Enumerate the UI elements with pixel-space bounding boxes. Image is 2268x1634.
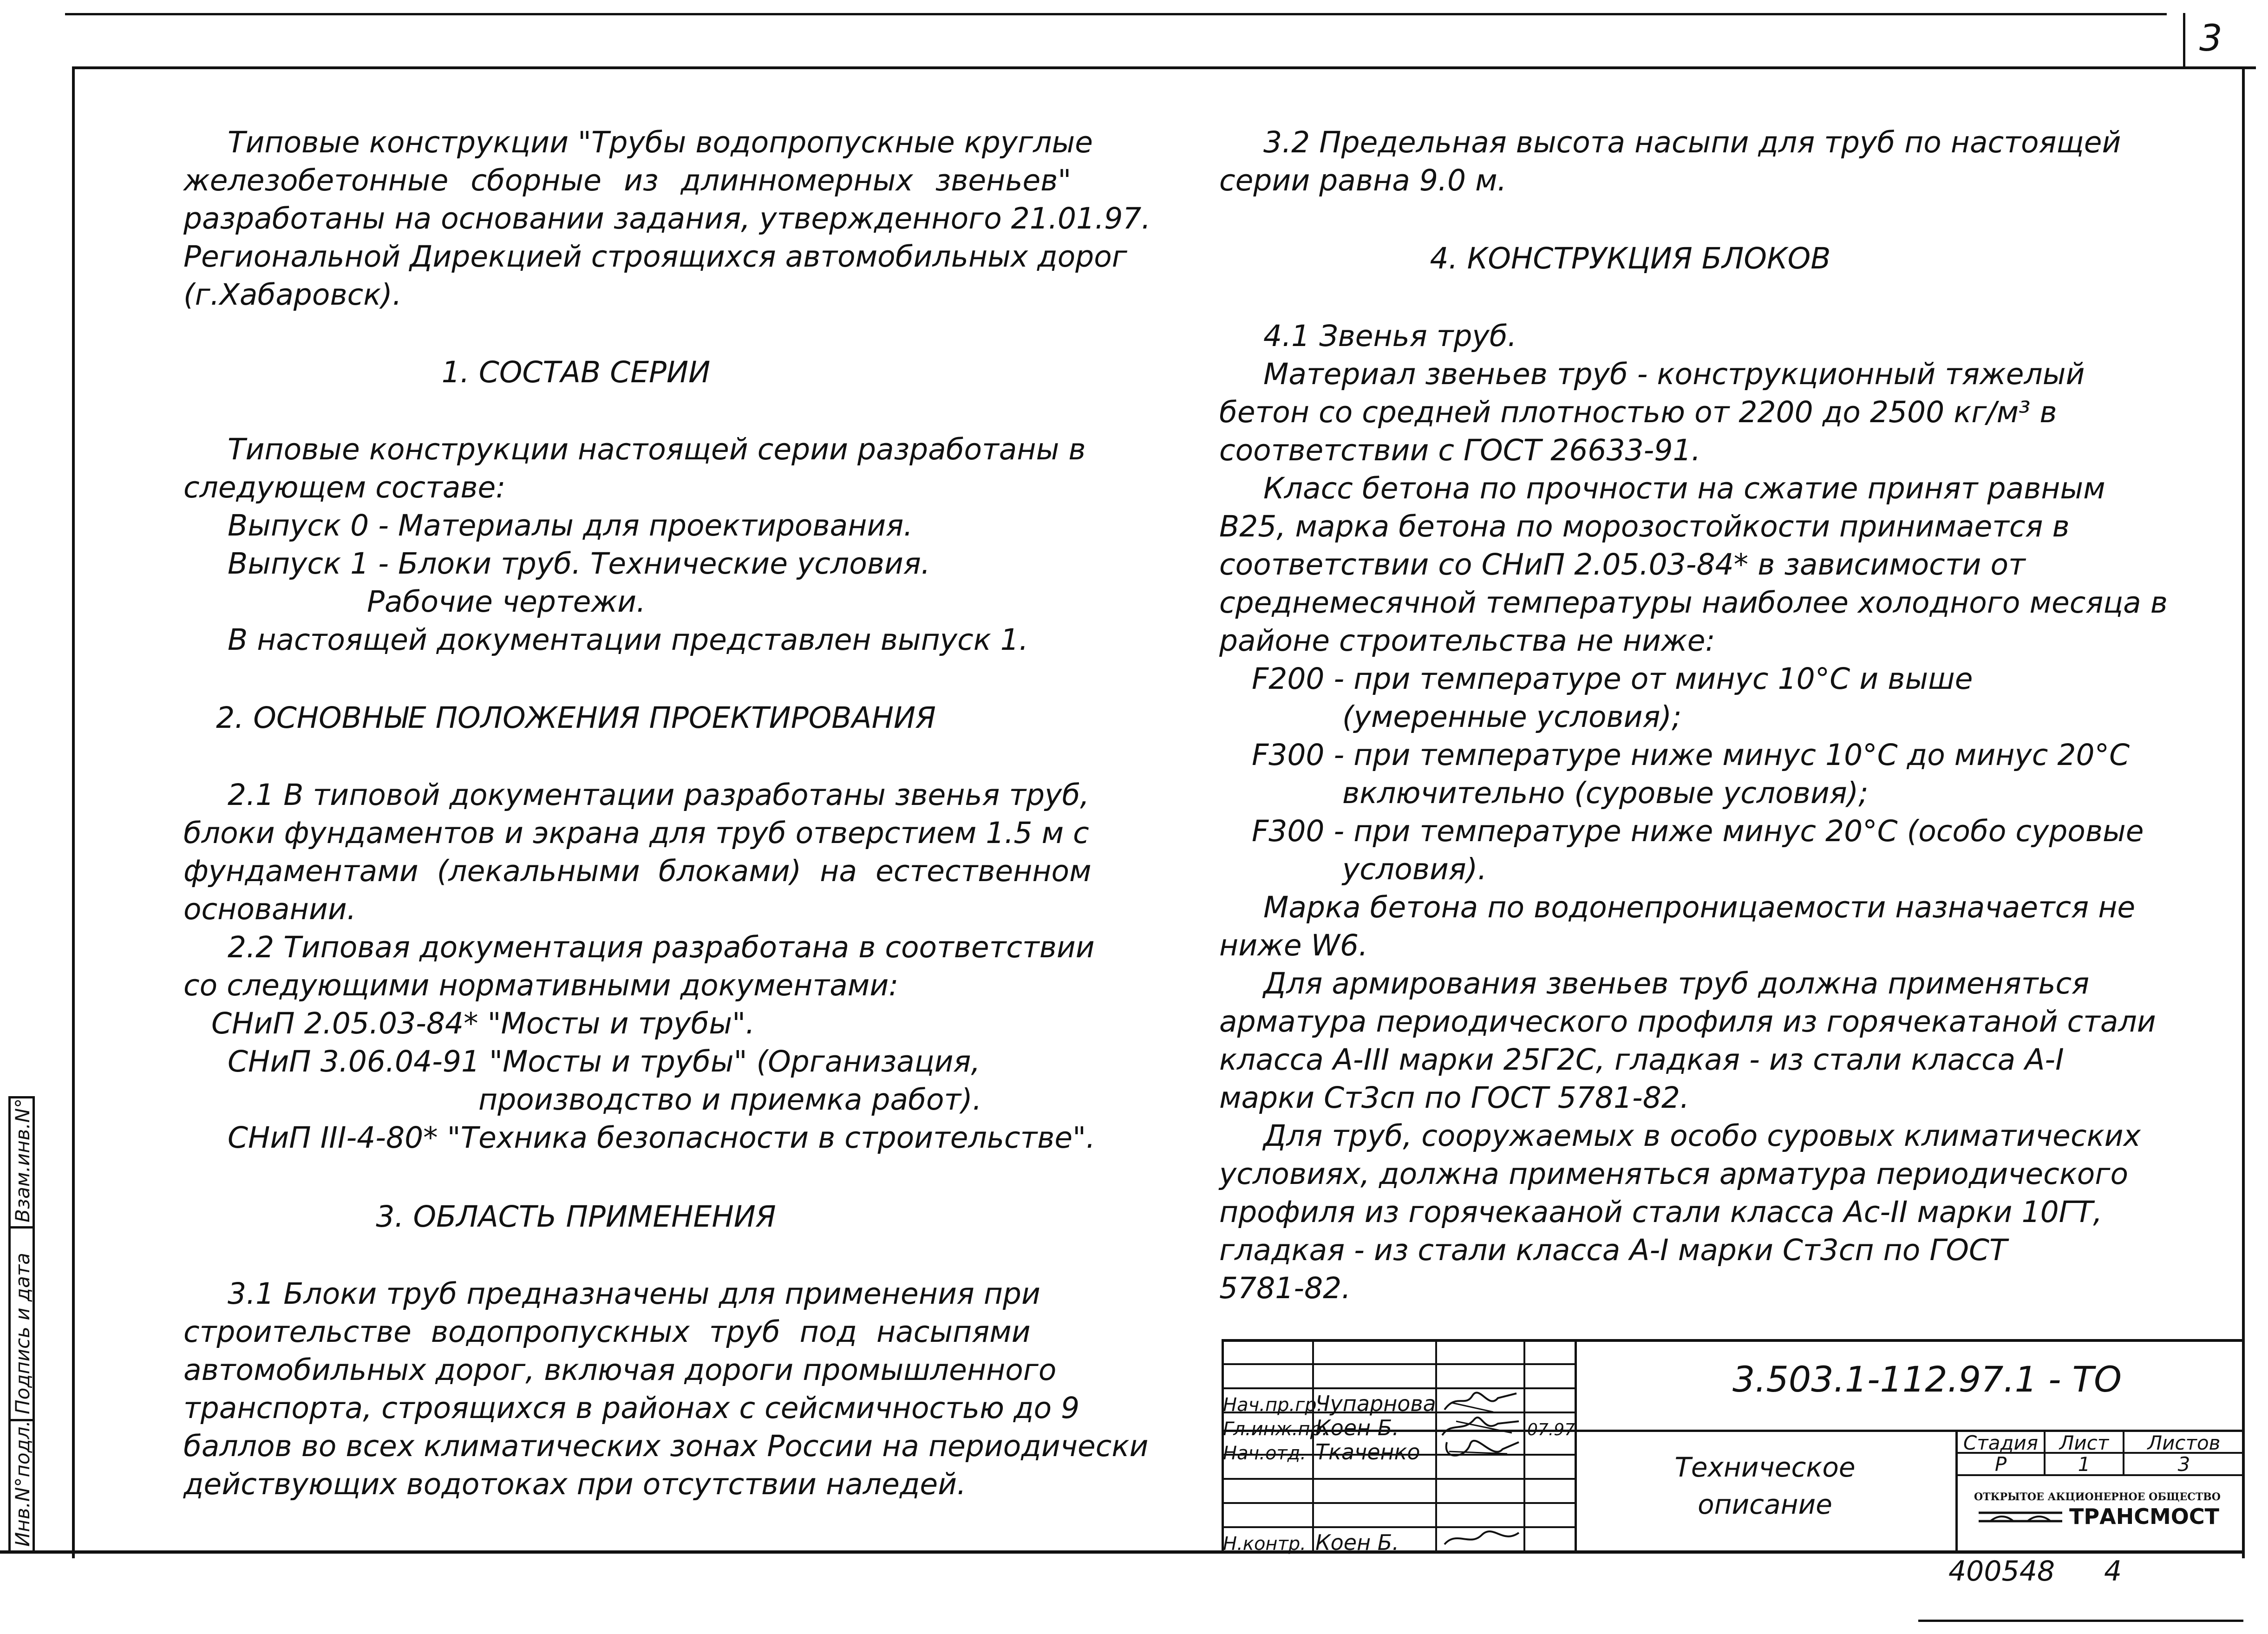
bridge-logo-icon: [1976, 1507, 2065, 1526]
p32-line-1: 3.2 Предельная высота насыпи для труб по настоящей: [1263, 125, 2121, 159]
side-stamp-div1: [8, 1226, 35, 1229]
stamp-date-2: 07.97: [1527, 1420, 1575, 1439]
s4-line-12: F300 - при температуре ниже минус 10°С до минус 20°С: [1252, 738, 2130, 772]
s2-line-6: со следующими нормативными документами:: [183, 968, 899, 1002]
s4-line-24: профиля из горячекааной стали класса Ас-II марки 10ГТ,: [1219, 1195, 2103, 1229]
stamp-name-1: Чупарнова: [1315, 1391, 1436, 1416]
side-stamp-sign: Подпись и дата: [11, 1253, 34, 1414]
s4-line-2: Материал звеньев труб - конструкционный тяжелый: [1263, 357, 2085, 391]
s1-line-1: Типовые конструкции настоящей серии разработаны в: [228, 432, 1086, 466]
top-line: [65, 13, 2167, 15]
stamp-sheets-value: 3: [2177, 1453, 2190, 1476]
s2-line-9: производство и приемка работ).: [478, 1083, 982, 1117]
s3-line-1: 3.1 Блоки труб предназначены для применения при: [228, 1277, 1040, 1311]
s2-line-5: 2.2 Типовая документация разработана в соответствии: [228, 930, 1095, 964]
s3-line-3: автомобильных дорог, включая дороги промышленного: [183, 1353, 1057, 1387]
stamp-role-3: Нач.отд.: [1223, 1443, 1307, 1464]
frame-left: [72, 66, 75, 1558]
s4-line-25: гладкая - из стали класса А-I марки Ст3сп по ГОСТ: [1219, 1233, 2007, 1267]
s2-line-7: СНиП 2.05.03-84* "Мосты и трубы".: [211, 1007, 755, 1040]
s1-line-6: В настоящей документации представлен выпуск 1.: [228, 623, 1028, 657]
side-stamp-replace: Взам.инв.N°: [11, 1098, 34, 1222]
intro-line-3: разработаны на основании задания, утвержденного 21.01.97.: [183, 202, 1151, 235]
stamp-name-2: Коен Б.: [1315, 1415, 1399, 1440]
s2-line-1: 2.1 В типовой документации разработаны звенья труб,: [228, 778, 1090, 812]
s4-line-21: марки Ст3сп по ГОСТ 5781-82.: [1219, 1081, 1689, 1115]
frame-right: [2242, 66, 2245, 1558]
s3-line-4: транспорта, строящихся в районах с сейсмичностью до 9: [183, 1391, 1080, 1425]
stamp-sheet-value: 1: [2078, 1453, 2091, 1476]
s4-line-20: класса А-III марки 25Г2С, гладкая - из стали класса А-I: [1219, 1043, 2064, 1077]
signature-4: [1438, 1526, 1523, 1551]
s4-line-14: F300 - при температуре ниже минус 20°С (особо суровые: [1252, 814, 2144, 848]
s3-line-2: строительстве водопропускных труб под насыпями: [183, 1315, 1031, 1349]
intro-line-1: Типовые конструкции "Трубы водопропускные круглые: [228, 125, 1093, 159]
s4-line-23: условиях, должна применяться арматура периодического: [1219, 1157, 2128, 1191]
s4-line-26: 5781-82.: [1219, 1271, 1351, 1305]
s3-line-6: действующих водотоках при отсутствии наледей.: [183, 1467, 967, 1501]
frame-bottom: [0, 1550, 2245, 1554]
intro-line-4: Региональной Дирекцией строящихся автомобильных дорог: [183, 240, 1127, 274]
stamp-org-line1: ОТКРЫТОЕ АКЦИОНЕРНОЕ ОБЩЕСТВО: [1974, 1491, 2221, 1503]
s4-line-11: (умеренные условия);: [1342, 700, 1682, 734]
bottom-note-page: 4: [2104, 1555, 2122, 1588]
s1-line-5: Рабочие чертежи.: [367, 585, 646, 619]
s4-line-4: соответствии с ГОСТ 26633-91.: [1219, 433, 1701, 467]
s3-line-5: баллов во всех климатических зонах России на периодически: [183, 1429, 1149, 1463]
section3-title: 3. ОБЛАСТЬ ПРИМЕНЕНИЯ: [376, 1200, 776, 1234]
stamp-role-4: Н.контр.: [1223, 1533, 1306, 1555]
s4-line-18: Для армирования звеньев труб должна применяться: [1263, 967, 2090, 1000]
s4-line-6: В25, марка бетона по морозостойкости принимается в: [1219, 510, 2070, 543]
stamp-stage-label: Стадия: [1963, 1431, 2039, 1454]
stamp-sheets-label: Листов: [2147, 1431, 2221, 1454]
s4-line-8: среднемесячной температуры наиболее холодного месяца в: [1219, 586, 2168, 620]
stamp-doc-title-2: описание: [1698, 1489, 1832, 1520]
stamp-role-1: Нач.пр.гр.: [1223, 1394, 1323, 1416]
s2-line-10: СНиП III-4-80* "Техника безопасности в строительстве".: [228, 1121, 1096, 1155]
s4-line-22: Для труб, сооружаемых в особо суровых климатических: [1263, 1119, 2141, 1153]
s4-line-15: условия).: [1342, 852, 1487, 886]
stamp-designation: 3.503.1-112.97.1 - ТО: [1732, 1359, 2122, 1400]
bottom-note-number: 400548: [1948, 1555, 2055, 1588]
s4-line-1: 4.1 Звенья труб.: [1263, 319, 1517, 353]
intro-line-2: железобетонные сборные из длинномерных звеньев": [183, 163, 1072, 197]
stamp-stage-value: Р: [1994, 1453, 2007, 1476]
s4-line-9: районе строительства не ниже:: [1219, 624, 1715, 658]
s1-line-4: Выпуск 1 - Блоки труб. Технические условия.: [228, 547, 930, 581]
s4-line-13: включительно (суровые условия);: [1342, 776, 1869, 810]
s4-line-16: Марка бетона по водонепроницаемости назначается не: [1263, 890, 2136, 924]
intro-line-5: (г.Хабаровск).: [183, 278, 402, 312]
signature-3: [1438, 1435, 1523, 1463]
s4-line-17: ниже W6.: [1219, 928, 1368, 962]
s4-line-3: бетон со средней плотностью от 2200 до 2500 кг/м³ в: [1219, 395, 2057, 429]
stamp-name-3: Ткаченко: [1315, 1439, 1420, 1464]
s2-line-4: основании.: [183, 892, 356, 926]
stamp-name-4: Коен Б.: [1315, 1530, 1399, 1555]
section4-title: 4. КОНСТРУКЦИЯ БЛОКОВ: [1430, 242, 1831, 275]
s4-line-5: Класс бетона по прочности на сжатие принят равным: [1263, 471, 2105, 505]
side-stamp-inv: Инв.N°подл.: [11, 1420, 34, 1547]
s2-line-2: блоки фундаментов и экрана для труб отверстием 1.5 м с: [183, 816, 1089, 850]
s2-line-3: фундаментами (лекальными блоками) на естественном: [183, 854, 1092, 888]
stamp-sheet-label: Лист: [2059, 1431, 2109, 1454]
stamp-role-2: Гл.инж.пр.: [1223, 1418, 1328, 1440]
side-stamp-left: [8, 1096, 11, 1554]
s4-line-7: соответствии со СНиП 2.05.03-84* в зависимости от: [1219, 548, 2026, 582]
s1-line-3: Выпуск 0 - Материалы для проектирования.: [228, 509, 913, 542]
section2-title: 2. ОСНОВНЫЕ ПОЛОЖЕНИЯ ПРОЕКТИРОВАНИЯ: [216, 701, 936, 735]
bottom-line: [1918, 1620, 2243, 1622]
frame-top: [73, 66, 2256, 69]
s1-line-2: следующем составе:: [183, 471, 506, 504]
s2-line-8: СНиП 3.06.04-91 "Мосты и трубы" (Организация,: [228, 1045, 980, 1078]
section1-title: 1. СОСТАВ СЕРИИ: [441, 355, 711, 389]
p32-line-2: серии равна 9.0 м.: [1219, 163, 1507, 197]
page-number: 3: [2199, 18, 2222, 59]
stamp-doc-title-1: Техническое: [1674, 1451, 1856, 1483]
stamp-org-name: ТРАНСМОСТ: [2069, 1504, 2219, 1529]
s4-line-19: арматура периодического профиля из горячекатаной стали: [1219, 1005, 2156, 1039]
s4-line-10: F200 - при температуре от минус 10°С и выше: [1252, 662, 1973, 696]
page-box-left: [2183, 13, 2185, 68]
